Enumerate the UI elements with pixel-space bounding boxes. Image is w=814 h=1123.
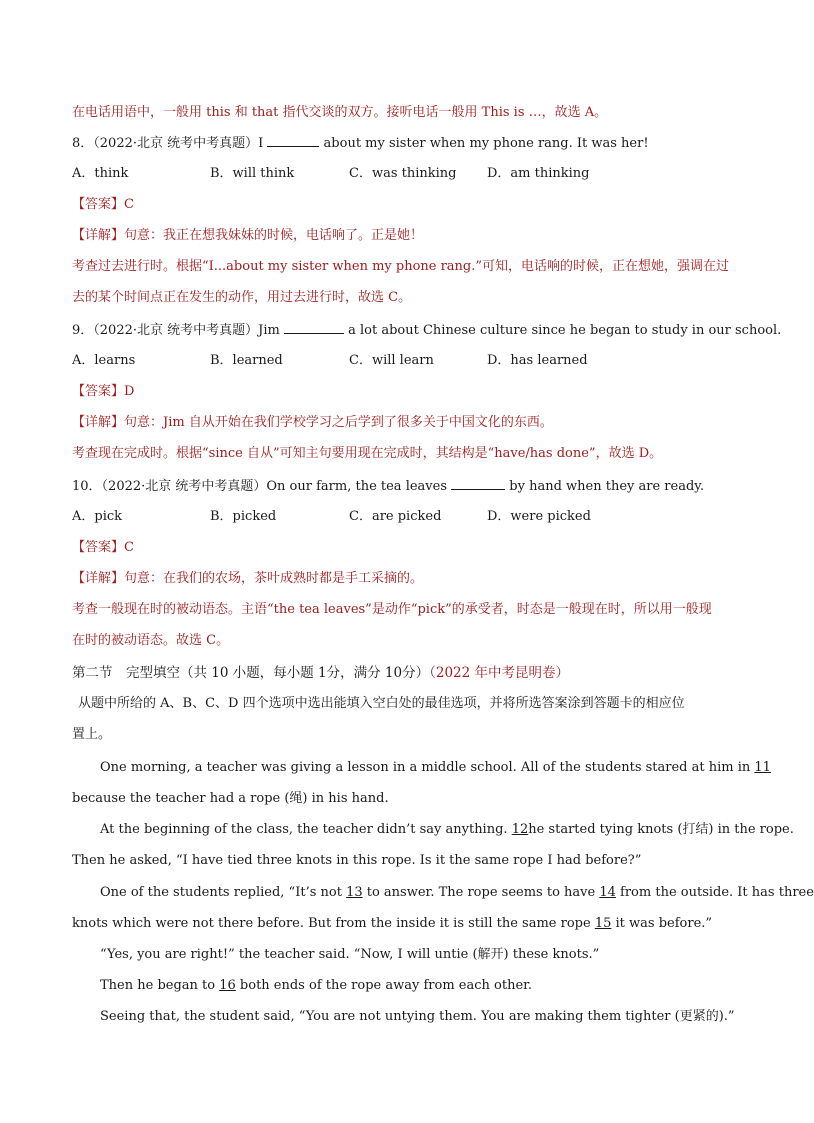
passage-paragraph bbox=[100, 977, 532, 995]
passage-text: At the beginning of the class, the teacher didn’t say anything. bbox=[100, 822, 508, 837]
explanation-text: 在电话用语中，一般用 this 和 that 指代交谈的双方。接听电话一般用 This is …，故选 A。 bbox=[72, 105, 608, 120]
instruction-text: 置上。 bbox=[72, 727, 112, 742]
passage-text: to answer. The rope seems to have bbox=[366, 885, 596, 900]
explanation-text: 去的某个时间点正在发生的动作，用过去进行时，故选 C。 bbox=[72, 290, 412, 305]
passage-text: it was before.” bbox=[615, 916, 713, 931]
option-b: B．picked bbox=[210, 509, 277, 524]
detail-8 bbox=[72, 227, 423, 245]
option-d: D．am thinking bbox=[487, 166, 590, 181]
explanation-text: 考查一般现在时的被动语态。主语“the tea leaves”是动作“pick”的承受者，时态是一般现在时，所以用一般现 bbox=[72, 602, 712, 617]
option-a: A．pick bbox=[72, 509, 123, 524]
passage-text: from the outside. It has three bbox=[620, 885, 814, 900]
option-c: C．are picked bbox=[349, 509, 442, 524]
option-c: C．was thinking bbox=[349, 166, 457, 181]
blank-15: 15 bbox=[594, 916, 612, 931]
explanation-text: 考查过去进行时。根据“I...about my sister when my phone rang.”可知，电话响的时候，正在想她，强调在过 bbox=[72, 259, 730, 274]
passage-text: he started tying knots (打结) in the rope. bbox=[528, 822, 794, 837]
blank-13: 13 bbox=[346, 885, 363, 900]
option-b: B．learned bbox=[210, 353, 283, 368]
passage-text: both ends of the rope away from each other. bbox=[239, 978, 533, 993]
passage-text: knots which were not there before. But from the inside it is still the same rope bbox=[72, 916, 591, 931]
blank-16: 16 bbox=[219, 978, 236, 993]
answer-10: 【答案】C bbox=[72, 540, 134, 555]
detail-text: 句意：我正在想我妹妹的时候，电话响了。正是她！ bbox=[124, 228, 424, 243]
passage-text: One morning, a teacher was giving a lesson in a middle school. All of the students stared at him in bbox=[100, 760, 751, 775]
detail-text: 句意：Jim 自从开始在我们学校学习之后学到了很多关于中国文化的东西。 bbox=[124, 415, 553, 430]
section-source: （2022 年中考昆明卷） bbox=[429, 665, 570, 681]
option-c: C．will learn bbox=[349, 353, 434, 368]
blank-11: 11 bbox=[754, 760, 771, 775]
detail-9 bbox=[72, 414, 553, 432]
question-10-prefix: 10．（2022·北京 统考中考真题）On our farm, the tea leaves bbox=[72, 479, 448, 494]
option-d: D．has learned bbox=[487, 353, 588, 368]
detail-10 bbox=[72, 570, 423, 588]
passage-text: One of the students replied, “It’s not bbox=[100, 885, 342, 900]
question-9-suffix: a lot about Chinese culture since he began to study in our school. bbox=[348, 323, 782, 338]
question-9-prefix: 9．（2022·北京 统考中考真题）Jim bbox=[72, 323, 280, 338]
passage-text: “Yes, you are right!” the teacher said. “Now, I will untie (解开) these knots.” bbox=[100, 947, 600, 962]
detail-tag: 【详解】 bbox=[72, 228, 125, 243]
option-a: A．learns bbox=[72, 353, 136, 368]
blank-14: 14 bbox=[599, 885, 616, 900]
passage-paragraph bbox=[72, 915, 712, 933]
detail-tag: 【详解】 bbox=[72, 571, 125, 586]
option-d: D．were picked bbox=[487, 509, 591, 524]
detail-tag: 【详解】 bbox=[72, 415, 125, 430]
explanation-text: 考查现在完成时。根据“since 自从”可知主句要用现在完成时，其结构是“have/has done”，故选 D。 bbox=[72, 446, 663, 461]
passage-paragraph bbox=[100, 884, 814, 902]
answer-8: 【答案】C bbox=[72, 197, 134, 212]
passage-text: Then he asked, “I have tied three knots in this rope. Is it the same rope I had before?” bbox=[72, 853, 642, 868]
explanation-text: 在时的被动语态。故选 C。 bbox=[72, 633, 230, 648]
detail-text: 句意：在我们的农场，茶叶成熟时都是手工采摘的。 bbox=[124, 571, 424, 586]
passage-text: Seeing that, the student said, “You are not untying them. You are making them tighter (更紧的).” bbox=[100, 1009, 735, 1024]
passage-text: Then he began to bbox=[100, 978, 216, 993]
question-8-blank bbox=[267, 134, 319, 147]
question-9-blank bbox=[284, 321, 344, 334]
question-10 bbox=[72, 477, 704, 496]
option-a: A．think bbox=[72, 166, 129, 181]
instruction-text: 从题中所给的 A、B、C、D 四个选项中选出能填入空白处的最佳选项，并将所选答案涂到答题卡的相应位 bbox=[78, 696, 685, 711]
question-10-blank bbox=[451, 477, 505, 490]
section-title bbox=[72, 664, 569, 682]
question-8-prefix: 8．（2022·北京 统考中考真题）I bbox=[72, 136, 264, 151]
question-8 bbox=[72, 134, 649, 153]
question-10-suffix: by hand when they are ready. bbox=[509, 479, 705, 494]
section-title-text: 第二节 完型填空（共 10 小题，每小题 1分，满分 10分） bbox=[72, 665, 430, 681]
question-9 bbox=[72, 321, 781, 340]
option-b: B．will think bbox=[210, 166, 295, 181]
passage-text: because the teacher had a rope (绳) in his hand. bbox=[72, 791, 389, 806]
blank-12: 12 bbox=[511, 822, 529, 837]
answer-9: 【答案】D bbox=[72, 384, 135, 399]
question-8-suffix: about my sister when my phone rang. It was her! bbox=[323, 136, 649, 151]
passage-paragraph bbox=[100, 821, 794, 839]
passage-paragraph bbox=[100, 759, 771, 777]
